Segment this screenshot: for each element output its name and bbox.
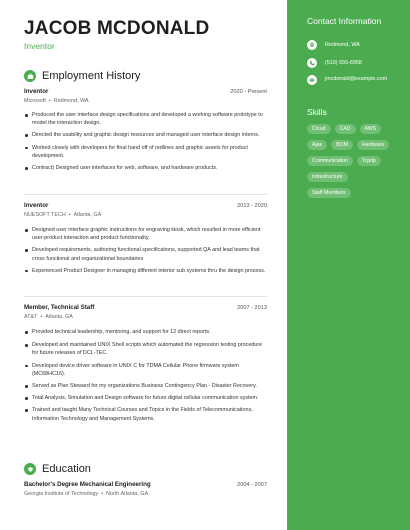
- job-entry: [24, 88, 267, 172]
- job-title: Member, Technical Staff: [24, 304, 95, 311]
- job-bullets: [24, 111, 267, 172]
- map-pin-icon: [307, 40, 317, 50]
- job-company-line: [24, 314, 267, 320]
- section-divider: [24, 296, 267, 297]
- job-company-line: [24, 212, 267, 218]
- school-location: North Atlanta, GA: [106, 491, 149, 497]
- contact-location: [307, 40, 391, 50]
- education-entry: [24, 481, 267, 497]
- skill-tag: Hardware: [357, 140, 390, 150]
- education-section-header: [24, 463, 91, 475]
- job-bullet: Designed user interface graphic instructions for engraving kiosk, which resulted in more efficient user-product interaction and product functionality.: [24, 226, 267, 242]
- phone-icon: [307, 58, 317, 68]
- section-divider: [24, 194, 267, 195]
- skill-tag: BOM: [331, 140, 353, 150]
- separator-dot: •: [48, 98, 51, 104]
- job-company-line: [24, 98, 267, 104]
- job-company: NUESOFT TECH: [24, 212, 66, 218]
- job-location: Redmond, WA: [53, 98, 89, 104]
- job-dates: 2007 - 2013: [237, 305, 267, 311]
- employment-section-title: Employment History: [42, 70, 141, 82]
- envelope-icon: [307, 75, 317, 85]
- job-dates: 2013 - 2020: [237, 203, 267, 209]
- education-school-line: [24, 491, 267, 497]
- briefcase-icon: [24, 70, 36, 82]
- job-bullet: Total Analysis, Simulation and Design software for future digital cellular communication system.: [24, 394, 267, 402]
- job-entry: [24, 304, 267, 423]
- education-section-title: Education: [42, 463, 91, 475]
- job-bullet: Developed and maintained UNIX Shell scripts which automated the regression testing procedure for future releases of DCL-TEC.: [24, 341, 267, 357]
- contact-section-title: Contact Information: [307, 16, 382, 26]
- degree-title: Bachelor's Degree Mechanical Engineering: [24, 481, 151, 488]
- skills-list: [307, 124, 397, 204]
- skills-section-title: Skills: [307, 107, 327, 117]
- skill-tag: Staff Members: [307, 188, 351, 198]
- job-bullet: Produced the user interface design specifications and developed a working software prototype to model the interaction design.: [24, 111, 267, 127]
- job-entry: [24, 202, 267, 275]
- job-bullet: Developed requirements, authoring functional specifications, supported QA and lead teams that cross functional and organizational boundaries: [24, 246, 267, 262]
- job-bullet: Trained and taught Many Technical Courses and Topics in the Fields of Telecommunications, Information Technology and Management Systems.: [24, 406, 267, 422]
- job-bullets: [24, 328, 267, 423]
- job-title: Inventor: [24, 202, 49, 209]
- job-bullet: Worked closely with developers for final hand off of redlines and graphic assets for product development.: [24, 144, 267, 160]
- skill-tag: CAD: [335, 124, 356, 134]
- job-bullet: Directed the usability and graphic design resources and managed user interface design interns.: [24, 131, 267, 139]
- job-company: AT&T: [24, 314, 38, 320]
- job-title: Inventor: [24, 88, 49, 95]
- contact-location-text: Redmond, WA: [325, 42, 360, 48]
- separator-dot: •: [101, 491, 104, 497]
- contact-email-text: jmcdonald@example.com: [325, 76, 388, 82]
- job-location: Atlanta, GA: [73, 212, 102, 218]
- job-bullet: Provided technical leadership, mentoring, and support for 12 direct reports.: [24, 328, 267, 336]
- job-bullets: [24, 226, 267, 275]
- skill-tag: Ajax: [307, 140, 327, 150]
- job-company: Microsoft: [24, 98, 46, 104]
- job-location: Atlanta, GA: [45, 314, 73, 320]
- school-name: Georgia Institute of Technology: [24, 491, 99, 497]
- education-dates: 2004 - 2007: [237, 482, 267, 488]
- graduation-cap-icon: [24, 463, 36, 475]
- contact-phone-text: (510) 555-6958: [325, 60, 362, 66]
- contact-phone: [307, 58, 391, 68]
- candidate-name: JACOB MCDONALD: [24, 18, 210, 39]
- job-bullet: Served as Plan Steward for my organizations Business Contingency Plan - Disaster Recovery.: [24, 382, 267, 390]
- skill-tag: Tcp/Ip: [357, 156, 381, 166]
- skill-tag: Infrastructure: [307, 172, 348, 182]
- job-bullet: Contract) Designed user interfaces for web, software, and hardware products.: [24, 164, 267, 172]
- contact-email: [307, 75, 391, 85]
- employment-section-header: [24, 70, 140, 82]
- candidate-role: Inventor: [24, 41, 55, 51]
- job-bullet: Experienced Product Designer in managing different interior sub systems thru the design process.: [24, 267, 267, 275]
- job-bullet: Developed device driver software in UNIX C for TDMA Cellular Phone firmware system (MC68HC16).: [24, 362, 267, 378]
- separator-dot: •: [68, 212, 71, 218]
- separator-dot: •: [40, 314, 43, 320]
- skill-tag: Communication: [307, 156, 353, 166]
- job-dates: 2020 - Present: [230, 89, 267, 95]
- skill-tag: Cloud: [307, 124, 331, 134]
- skill-tag: AWS: [360, 124, 382, 134]
